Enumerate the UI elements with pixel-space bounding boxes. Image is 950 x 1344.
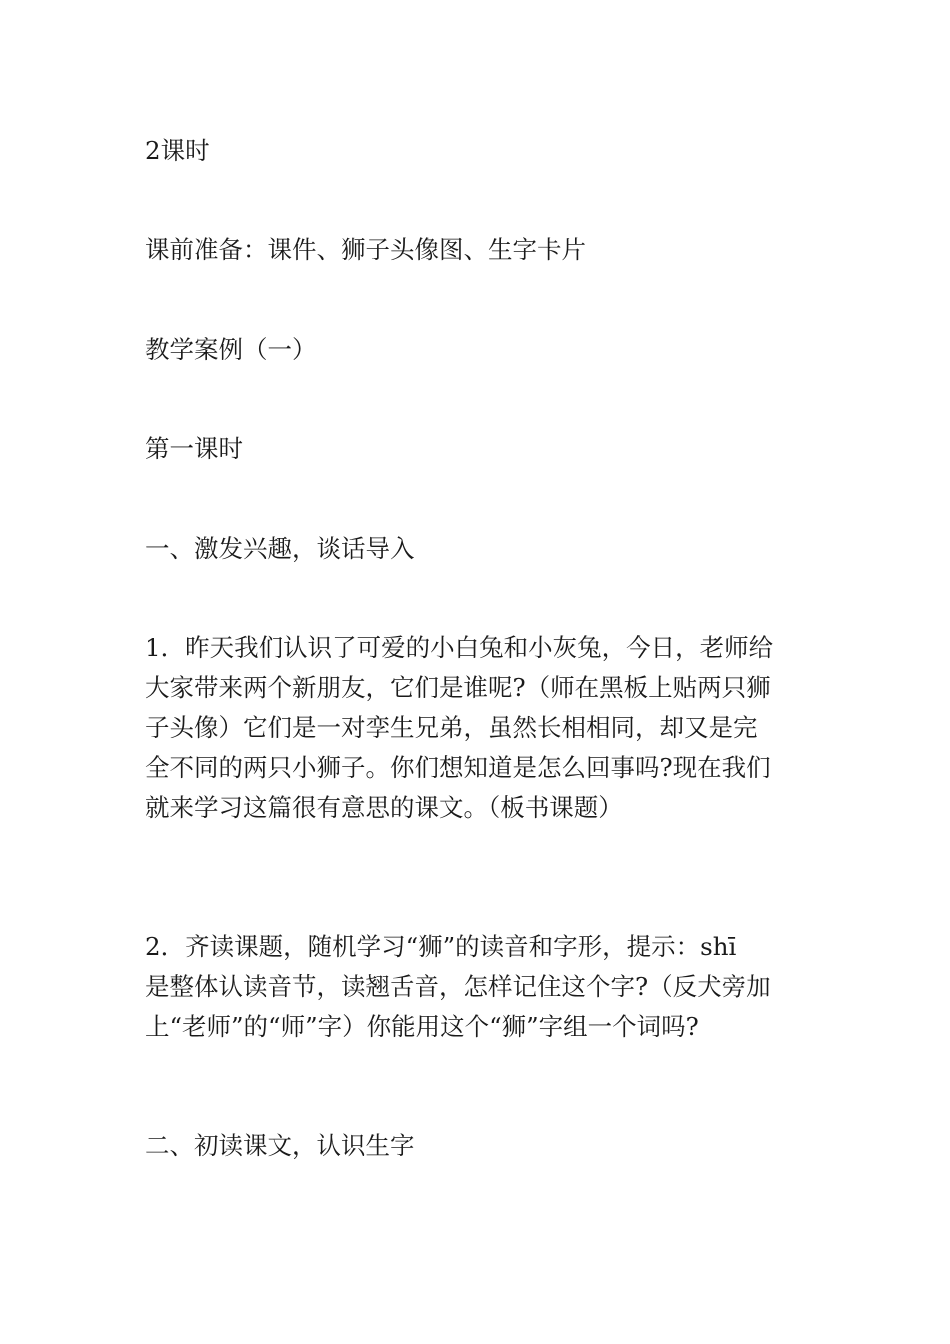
paragraph-2-line: 是整体认读音节，读翘舌音，怎样记住这个字?（反犬旁加 [145,972,771,1001]
section1-title: 一、激发兴趣，谈话导入 [145,534,415,563]
paragraph-1-line: 全不同的两只小狮子。你们想知道是怎么回事吗?现在我们 [145,753,771,782]
paragraph-1 [145,628,810,828]
paragraph-2 [145,927,810,1047]
paragraph-1-line: 就来学习这篇很有意思的课文。（板书课题） [145,793,623,822]
paragraph-1-line: 大家带来两个新朋友，它们是谁呢?（师在黑板上贴两只狮 [145,673,771,702]
paragraph-2-line: 2．齐读课题，随机学习“狮”的读音和字形，提示：shī [145,932,737,961]
paragraph-1-line: 子头像）它们是一对孪生兄弟，虽然长相相同，却又是完 [145,713,758,742]
preparation-line: 课前准备：课件、狮子头像图、生字卡片 [145,235,586,264]
lesson-title: 第一课时 [145,434,243,463]
paragraph-1-line: 1．昨天我们认识了可爱的小白兔和小灰兔，今日，老师给 [145,633,774,662]
paragraph-2-line: 上“老师”的“师”字）你能用这个“狮”字组一个词吗? [145,1012,699,1041]
heading-hours: 2课时 [145,136,210,165]
case-title: 教学案例（一） [145,335,317,364]
section2-title: 二、初读课文，认识生字 [145,1131,415,1160]
